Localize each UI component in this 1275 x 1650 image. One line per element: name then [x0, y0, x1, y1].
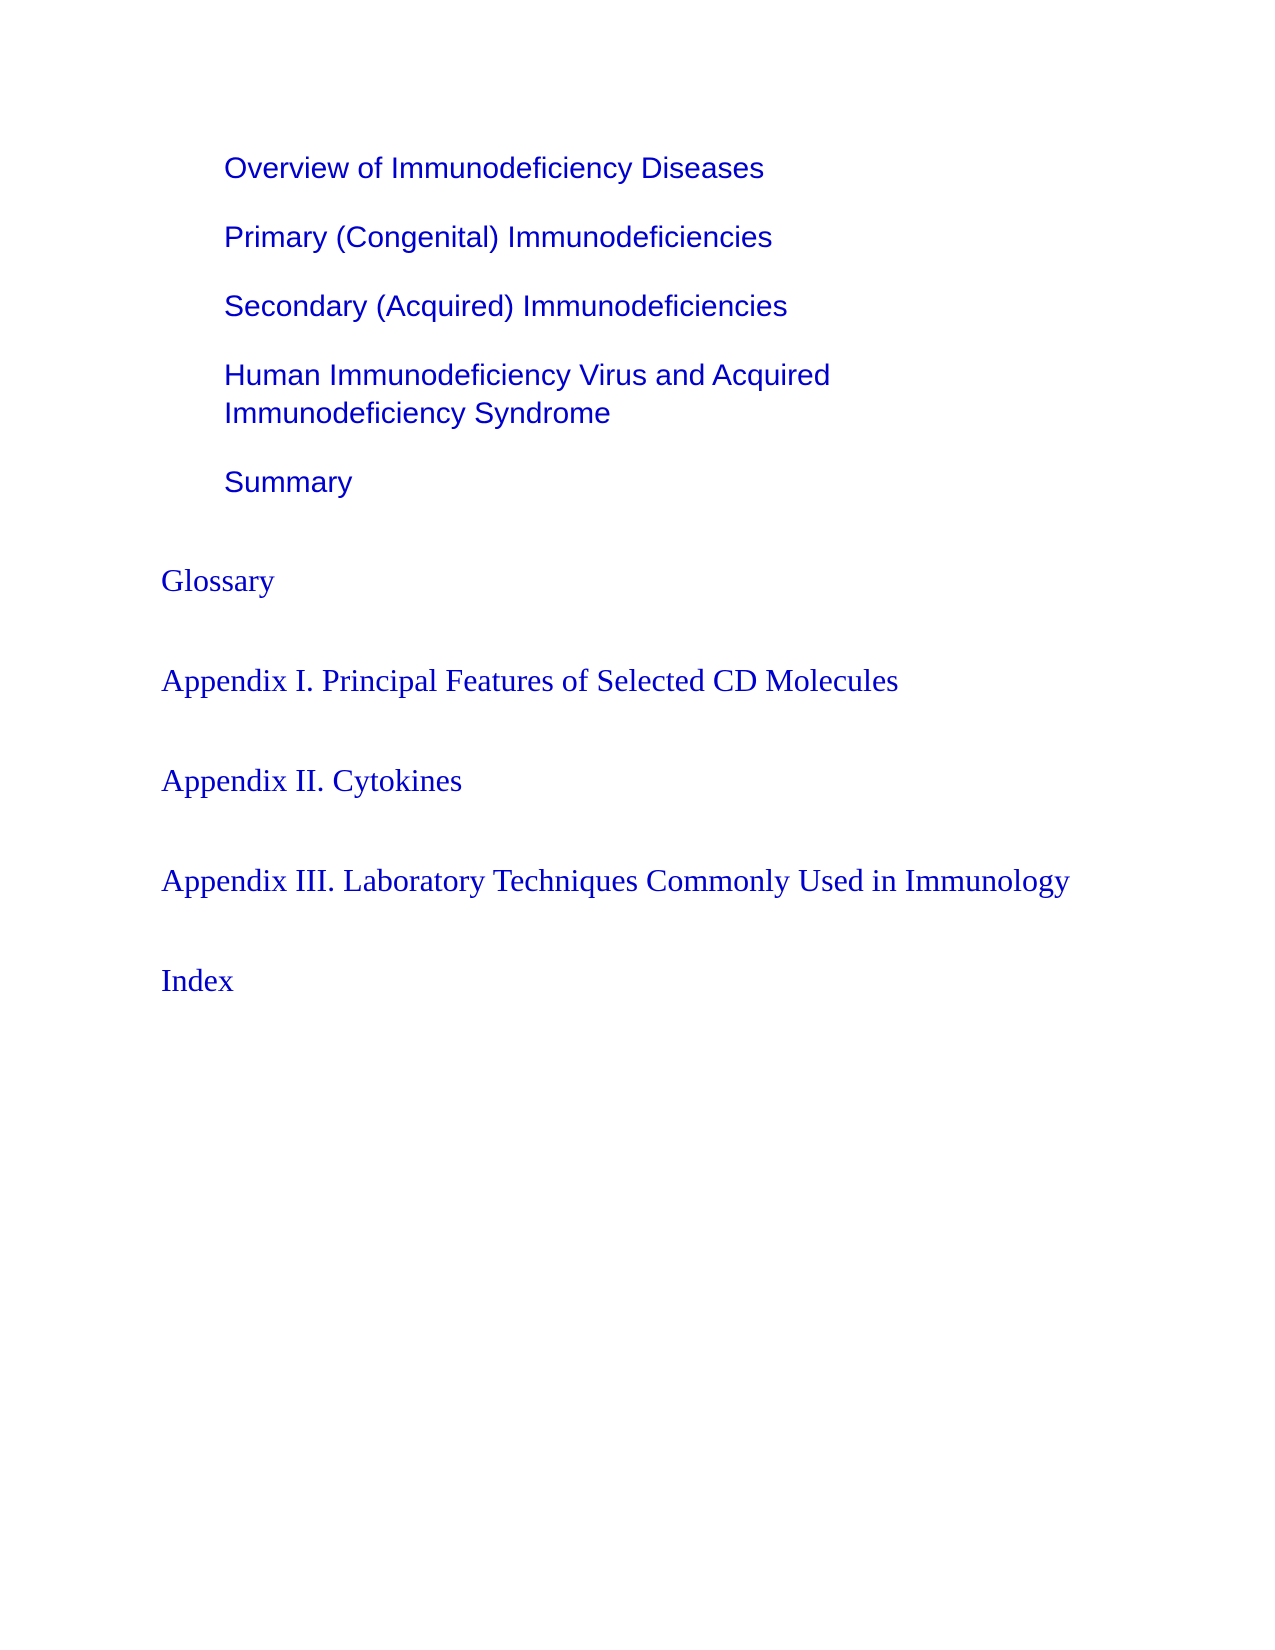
back-matter-list	[161, 560, 1161, 1060]
toc-link-appendix-ii[interactable]: Appendix II. Cytokines	[161, 762, 463, 798]
toc-link-glossary[interactable]: Glossary	[161, 562, 275, 598]
toc-link-hiv-aids[interactable]: Human Immunodeficiency Virus and Acquired Immunodeficiency Syndrome	[224, 359, 831, 430]
toc-link-primary-immunodeficiencies[interactable]: Primary (Congenital) Immunodeficiencies	[224, 221, 773, 254]
toc-link-summary[interactable]: Summary	[224, 466, 353, 499]
toc-link-appendix-iii[interactable]: Appendix III. Laboratory Techniques Commonly Used in Immunology	[161, 862, 1071, 898]
toc-link-overview[interactable]: Overview of Immunodeficiency Diseases	[224, 152, 765, 185]
toc-link-appendix-i[interactable]: Appendix I. Principal Features of Selected CD Molecules	[161, 662, 899, 698]
toc-link-index[interactable]: Index	[161, 962, 234, 998]
chapter-subsection-list	[224, 150, 1024, 533]
toc-link-secondary-immunodeficiencies[interactable]: Secondary (Acquired) Immunodeficiencies	[224, 290, 788, 323]
